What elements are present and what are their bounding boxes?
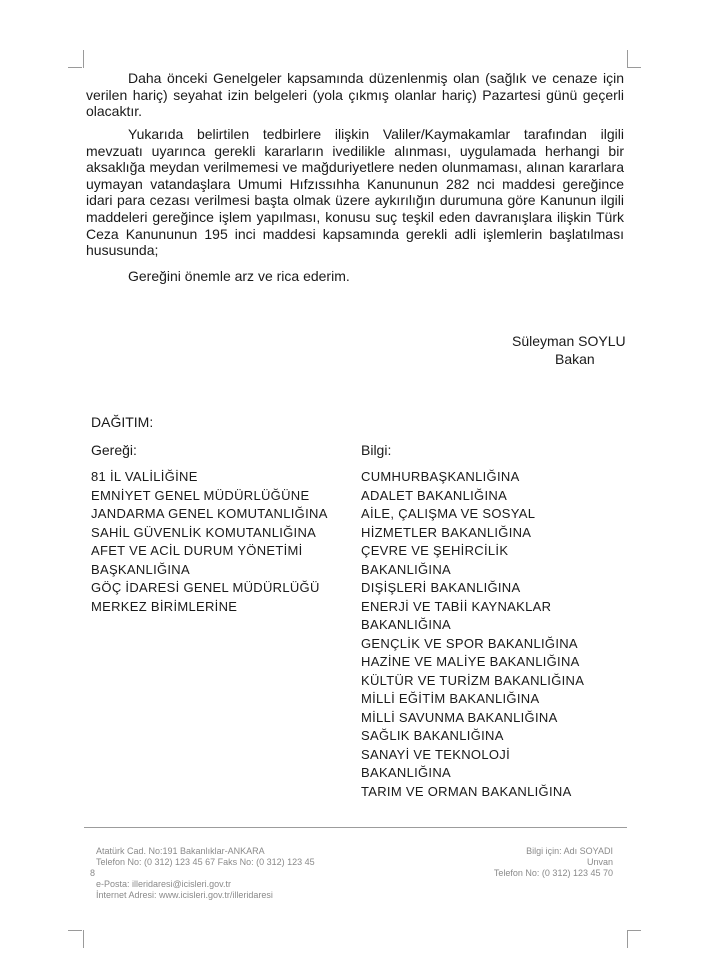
footer-divider: [84, 827, 627, 828]
list-item: ENERJİ VE TABİİ KAYNAKLAR: [361, 598, 552, 614]
list-item: GENÇLİK VE SPOR BAKANLIĞINA: [361, 635, 578, 651]
list-item: AİLE, ÇALIŞMA VE SOSYAL: [361, 506, 536, 521]
footer-info-block: [430, 846, 613, 879]
paragraph-travel-permits: Daha önceki Genelgeler kapsamında düzenlenmiş olan (sağlık ve cenaze için verilen hariç) seyahat izin belgeleri (yola çıkmış olanlar hariç) Pazartesi günü geçerli olacaktır.: [86, 70, 624, 120]
footer-address: Atatürk Cad. No:191 Bakanlıklar-ANKARA: [96, 846, 265, 856]
list-item: MERKEZ BİRİMLERİNE: [91, 598, 238, 614]
footer-web-address: İnternet Adresi: www.icisleri.gov.tr/illeridaresi: [96, 890, 273, 900]
list-item: ÇEVRE VE ŞEHİRCİLİK: [361, 543, 509, 558]
distribution-heading: DAĞITIM:: [91, 414, 154, 430]
list-item: 81 İL VALİLİĞİNE: [91, 469, 198, 484]
footer-contact-block: [90, 846, 315, 901]
list-item: SAHİL GÜVENLİK KOMUTANLIĞINA: [91, 524, 317, 540]
signature-title: Bakan: [555, 351, 595, 367]
list-item: MİLLİ EĞİTİM BAKANLIĞINA: [361, 691, 540, 706]
footer-spacer: [96, 868, 315, 879]
list-item: EMNİYET GENEL MÜDÜRLÜĞÜNE: [91, 487, 310, 503]
info-recipient-list: [361, 468, 584, 801]
list-item: AFET VE ACİL DURUM YÖNETİMİ: [91, 543, 303, 558]
list-item: CUMHURBAŞKANLIĞINA: [361, 469, 520, 484]
list-item: HİZMETLER BAKANLIĞINA: [361, 524, 532, 540]
list-item: BAKANLIĞINA: [361, 765, 451, 780]
footer-contact-label: Bilgi için: Adı SOYADI: [526, 846, 613, 856]
footer-email: e-Posta: illeridaresi@icisleri.gov.tr: [96, 879, 232, 889]
paragraph-measures: Yukarıda belirtilen tedbirlere ilişkin Valiler/Kaymakamlar tarafından ilgili mevzuatı uyarınca gerekli kararların ivedilikle alınması, uygulamada herhangi bir aksaklığa meydan verilmemesi ve mağduriyetlere neden olunmaması, alınan kararlara uymayan vatandaşlara Umumi Hıfzıssıhha Kanununun 282 nci maddesi gereğince idari para cezası verilmesi başta olmak üzere aykırılığın durumuna göre Kanunun ilgili maddeleri gereğince işlem yapılması, konusu suç teşkil eden davranışlara ilişkin Türk Ceza Kanununun 195 inci maddesi kapsamında gerekli adli işlemlerin başlatılması hususunda;: [86, 126, 624, 259]
list-item: ADALET BAKANLIĞINA: [361, 487, 508, 503]
signature-name: Süleyman SOYLU: [512, 333, 626, 349]
list-item: HAZİNE VE MALİYE BAKANLIĞINA: [361, 654, 580, 669]
paragraph-closing: Gereğini önemle arz ve rica ederim.: [128, 268, 350, 284]
list-item: SANAYİ VE TEKNOLOJİ: [361, 746, 510, 762]
list-item: MİLLİ SAVUNMA BAKANLIĞINA: [361, 709, 558, 725]
list-item: SAĞLIK BAKANLIĞINA: [361, 728, 504, 743]
action-recipient-list: [91, 468, 328, 616]
list-item: KÜLTÜR VE TURİZM BAKANLIĞINA: [361, 672, 585, 688]
info-heading: Bilgi:: [361, 442, 392, 458]
list-item: JANDARMA GENEL KOMUTANLIĞINA: [91, 506, 328, 521]
list-item: BAKANLIĞINA: [361, 617, 451, 632]
list-item: DIŞİŞLERİ BAKANLIĞINA: [361, 580, 521, 595]
list-item: BAKANLIĞINA: [361, 561, 451, 577]
action-heading: Gereği:: [91, 442, 137, 458]
list-item: BAŞKANLIĞINA: [91, 561, 190, 577]
footer-page-number: 8: [90, 868, 96, 878]
list-item: GÖÇ İDARESİ GENEL MÜDÜRLÜĞÜ: [91, 580, 320, 595]
footer-phone-fax: Telefon No: (0 312) 123 45 67 Faks No: (0 312) 123 45: [96, 857, 315, 867]
footer-contact-phone: Telefon No: (0 312) 123 45 70: [493, 868, 613, 878]
footer-contact-title: Unvan: [586, 857, 613, 867]
list-item: TARIM VE ORMAN BAKANLIĞINA: [361, 783, 572, 799]
